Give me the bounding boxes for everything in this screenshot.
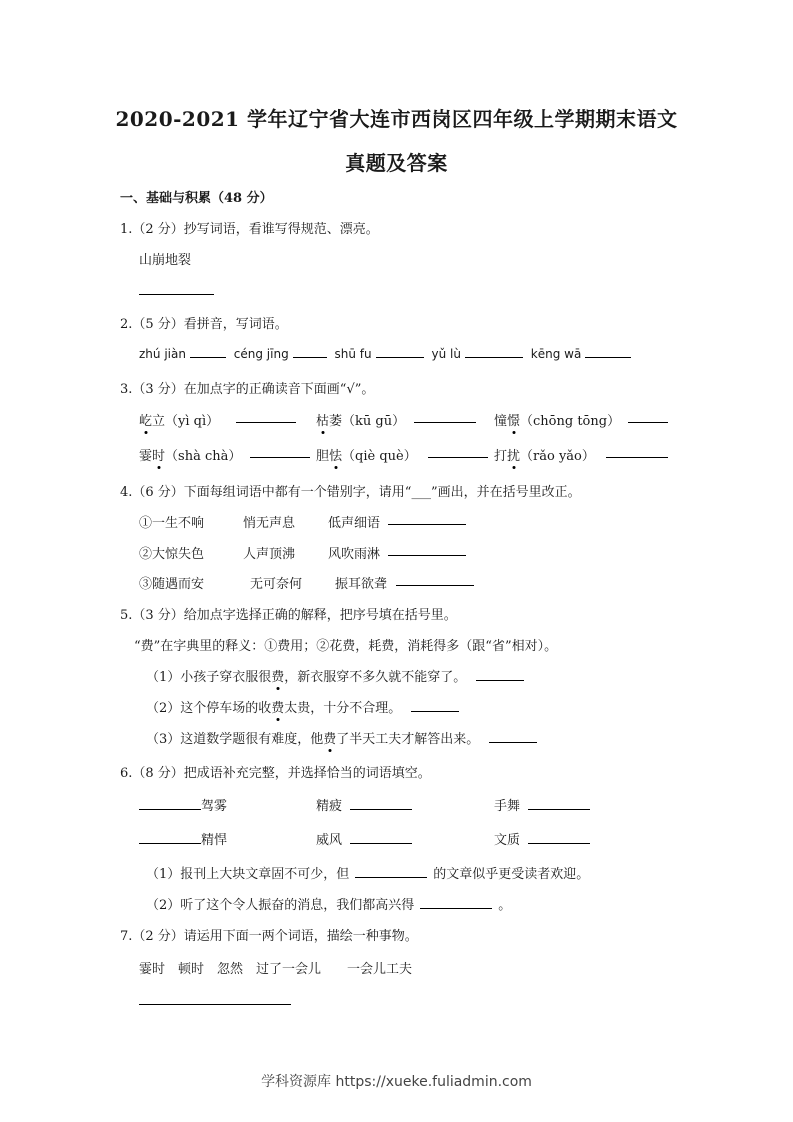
answer-blank[interactable] [236, 410, 296, 427]
question-3-item: 霎时（shà chà） [139, 445, 241, 464]
pinyin-item: zhú jiàn [139, 347, 186, 361]
answer-blank[interactable] [528, 797, 590, 810]
question-4-word: ③随遇而安 [139, 577, 205, 592]
question-7-stem: 7.（2 分）请运用下面一两个词语，描绘一种事物。 [120, 929, 418, 944]
answer-blank[interactable] [396, 573, 474, 590]
answer-blank[interactable] [355, 865, 427, 878]
question-4-word: 振耳欲聋 [335, 577, 388, 592]
question-7-answer-line[interactable] [139, 992, 291, 1009]
answer-blank[interactable] [585, 345, 631, 358]
pinyin-item: yǔ lù [431, 347, 461, 361]
question-4-word: ②大惊失色 [139, 547, 205, 562]
pinyin-item: kēng wā [530, 347, 582, 361]
question-3-item: 枯萎（kū gū） [316, 410, 405, 429]
idiom-item: 驾雾 [139, 795, 227, 814]
answer-blank[interactable] [606, 445, 668, 462]
idiom-item: 精悍 [139, 829, 227, 848]
answer-blank[interactable] [350, 831, 412, 844]
idiom-item: 手舞 [494, 795, 594, 814]
answer-blank[interactable] [376, 345, 424, 358]
question-4-word: 人声顶沸 [243, 547, 296, 562]
answer-blank[interactable] [293, 345, 327, 358]
idiom-item: 精疲 [316, 795, 416, 814]
answer-blank[interactable] [388, 512, 466, 529]
answer-blank[interactable] [190, 345, 226, 358]
answer-blank[interactable] [139, 797, 201, 810]
question-3-item: 屹立（yì qì） [139, 410, 219, 429]
question-4-word: 低声细语 [328, 516, 381, 531]
page-title-line1: 2020-2021 学年辽宁省大连市西岗区四年级上学期期末语文 [115, 107, 678, 131]
idiom-item: 文质 [494, 829, 594, 848]
question-5-stem: 5.（3 分）给加点字选择正确的解释，把序号填在括号里。 [120, 608, 457, 623]
question-5-sentence-1: （1）小孩子穿衣服很费，新衣服穿不多久就不能穿了。 [146, 666, 528, 685]
answer-blank[interactable] [489, 730, 537, 743]
answer-blank[interactable] [388, 543, 466, 560]
section-heading: 一、基础与积累（48 分） [120, 191, 273, 206]
answer-blank[interactable] [476, 668, 524, 681]
question-3-item: 胆怯（qiè què） [316, 445, 417, 464]
answer-blank[interactable] [139, 831, 201, 844]
question-6-sentence-2: （2）听了这个令人振奋的消息，我们都高兴得 。 [146, 898, 512, 913]
question-1-stem: 1.（2 分）抄写词语，看谁写得规范、漂亮。 [120, 222, 379, 237]
pinyin-item: céng jīng [233, 347, 289, 361]
answer-blank[interactable] [628, 410, 668, 427]
question-1-answer-line[interactable] [139, 282, 214, 299]
question-3-item: 打扰（rǎo yǎo） [494, 445, 595, 464]
question-5-definition: “费”在字典里的释义：①费用；②花费，耗费，消耗得多（跟“省”相对）。 [134, 639, 558, 654]
answer-blank[interactable] [420, 896, 492, 909]
answer-blank[interactable] [465, 345, 523, 358]
question-5-sentence-2: （2）这个停车场的收费太贵，十分不合理。 [146, 697, 463, 716]
answer-blank[interactable] [528, 831, 590, 844]
question-6-stem: 6.（8 分）把成语补充完整，并选择恰当的词语填空。 [120, 766, 431, 781]
question-4-word: 风吹雨淋 [328, 547, 381, 562]
question-3-stem: 3.（3 分）在加点字的正确读音下面画“√”。 [120, 382, 375, 397]
question-6-sentence-1: （1）报刊上大块文章固不可少，但 的文章似乎更受读者欢迎。 [146, 867, 590, 882]
question-7-words: 霎时 顿时 忽然 过了一会儿 一会儿工夫 [139, 962, 413, 977]
footer-watermark: 学科资源库 https://xueke.fuliadmin.com [261, 1074, 532, 1090]
question-5-sentence-3: （3）这道数学题很有难度，他费了半天工夫才解答出来。 [146, 728, 541, 747]
answer-blank[interactable] [350, 797, 412, 810]
idiom-item: 威风 [316, 829, 416, 848]
question-2-stem: 2.（5 分）看拼音，写词语。 [120, 317, 288, 332]
page-title-line2: 真题及答案 [345, 151, 448, 175]
answer-blank[interactable] [414, 410, 476, 427]
answer-blank[interactable] [411, 699, 459, 712]
question-4-stem: 4.（6 分）下面每组词语中都有一个错别字，请用“___”画出，并在括号里改正。 [120, 485, 581, 500]
question-1-word: 山崩地裂 [139, 253, 192, 268]
question-4-word: 无可奈何 [250, 577, 303, 592]
answer-blank[interactable] [428, 445, 488, 462]
question-2-row [139, 345, 635, 361]
pinyin-item: shū fu [334, 347, 372, 361]
question-4-word: ①一生不响 [139, 516, 205, 531]
question-4-word: 悄无声息 [243, 516, 296, 531]
question-3-item: 憧憬（chōng tōng） [494, 410, 620, 429]
answer-blank[interactable] [250, 445, 310, 462]
